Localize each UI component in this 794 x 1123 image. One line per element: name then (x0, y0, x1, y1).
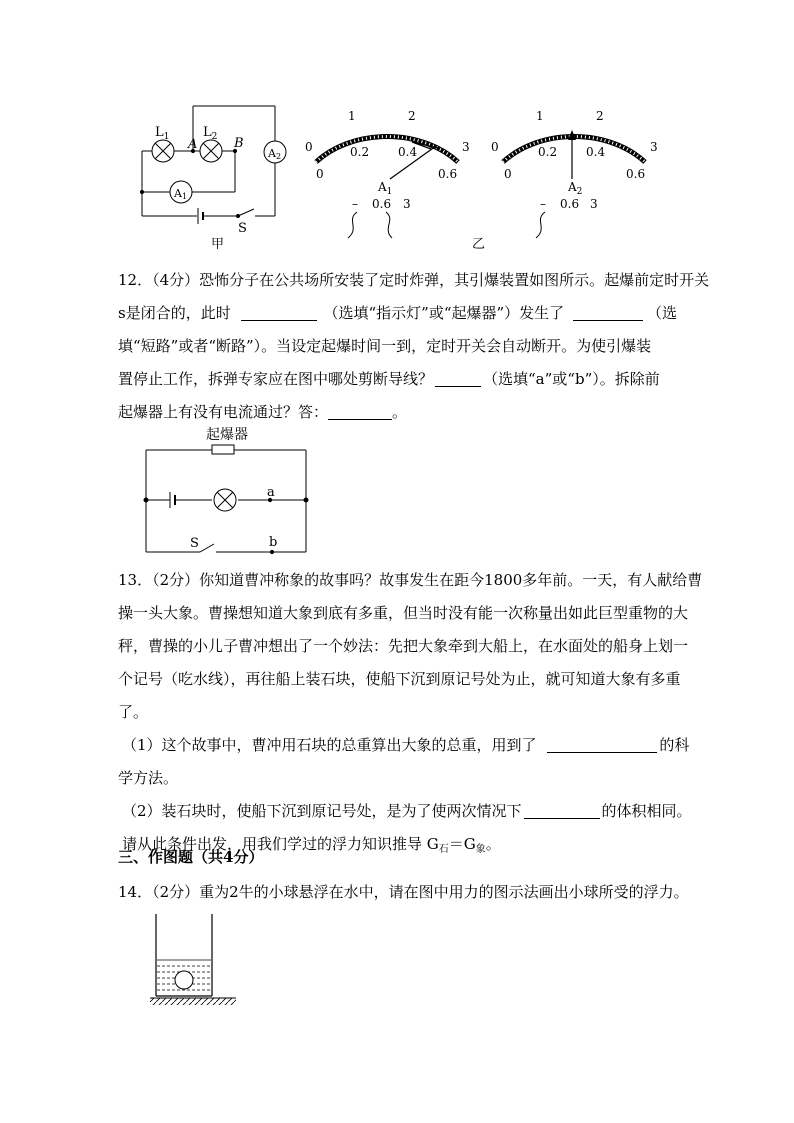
meter2-top-3: 3 (650, 140, 658, 154)
meter2-bottom-3: 0.6 (626, 167, 646, 181)
meter2-terminal-3: 3 (590, 197, 598, 211)
q14-beaker-figure (150, 912, 240, 1008)
meter2-name: $A_2$ (568, 180, 583, 197)
q12-line-3: 填“短路”或者“断路”）。当设定起爆时间一到，定时开关会自动断开。为使引爆装 (118, 337, 652, 355)
q12-line-2 (118, 297, 678, 330)
q12-text: 置停止工作，拆弹专家应在图中哪处剪断导线？ (118, 370, 434, 388)
label-point-b: b (269, 535, 278, 550)
meter1-terminal-neg: – (352, 197, 358, 211)
q13-text: （1）这个故事中，曹冲用石块的总重算出大象的总重，用到了 (122, 736, 537, 754)
q12-text: 起爆器上有没有电流通过？答： (118, 403, 329, 421)
label-jia: 甲 (211, 237, 225, 252)
meter1-bottom-0: 0 (316, 167, 324, 181)
label-A-point: A (188, 137, 198, 152)
meter2-terminal-06: 0.6 (560, 197, 580, 211)
meter1-top-1: 1 (348, 109, 356, 123)
q13-sub1-line (118, 729, 690, 762)
meter1-terminal-06: 0.6 (372, 197, 392, 211)
q12-blank-4[interactable] (328, 403, 392, 420)
q12-text: s是闭合的，此时 (118, 304, 231, 322)
ground (150, 998, 236, 1005)
q13-text: （2）装石块时，使船下沉到原记号处，是为了使两次情况下 (122, 802, 522, 820)
question-12 (118, 264, 710, 429)
q13-blank-2[interactable] (524, 802, 600, 819)
label-yi: 乙 (472, 237, 486, 252)
meter1-top-2: 2 (408, 109, 416, 123)
q12-text: 。 (392, 403, 408, 421)
meter1-top-3: 3 (462, 140, 470, 154)
meter1-bottom-3: 0.6 (438, 167, 458, 181)
q12-text: （选填“指示灯”或“起爆器”）发生了 (323, 304, 565, 322)
ball (175, 971, 193, 989)
q13-blank-1[interactable] (547, 736, 657, 753)
label-L1: $L_1$ (155, 125, 170, 142)
q13-line-4: 个记号（吃水线），再往船上装石块，使船下沉到原记号处为止，就可知道大象有多重 (118, 670, 681, 688)
q12-circuit-figure (140, 424, 320, 556)
q14-line-1: 14．（2分）重为2牛的小球悬浮在水中，请在图中用力的图示法画出小球所受的浮力。 (118, 883, 689, 901)
meter1-terminal-3: 3 (403, 197, 411, 211)
q12-line-4 (118, 363, 678, 396)
q13-sub-elephant: 象 (475, 844, 486, 855)
label-A2-meter: A2 (268, 147, 282, 161)
section-heading: 三、作图题（共4分） (118, 848, 264, 866)
meter2-top-0: 0 (491, 140, 499, 154)
q13-line-3: 秤，曹操的小儿子曹冲想出了一个妙法：先把大象牵到大船上，在水面处的船身上划一 (118, 637, 689, 655)
meter2-bottom-0: 0 (504, 167, 512, 181)
q13-text: 请从此条件出发，用我们学过的浮力知识推导 G (122, 835, 439, 853)
q13-sub-stone: 石 (438, 844, 449, 855)
meter2-top-1: 1 (536, 109, 544, 123)
top-figure (120, 100, 680, 255)
label-detonator: 起爆器 (206, 427, 248, 443)
circuit-jia (140, 106, 286, 224)
q13-text: 的体积相同。 (601, 802, 692, 820)
ammeter-dial-2 (491, 109, 658, 238)
q13-sub1-cont: 学方法。 (118, 769, 179, 787)
meter2-bottom-2: 0.4 (586, 145, 606, 159)
q12-blank-3[interactable] (435, 370, 481, 387)
meter1-bottom-2: 0.4 (398, 145, 418, 159)
meter1-name: $A_1$ (378, 180, 393, 197)
q13-text: 的科 (659, 736, 690, 754)
q12-line-1: 12．（4分）恐怖分子在公共场所安装了定时炸弹，其引爆装置如图所示。起爆前定时开关 (118, 271, 710, 289)
q12-text: （选 (646, 304, 677, 322)
label-S-switch: S (238, 221, 247, 236)
label-B-point: B (234, 136, 244, 151)
q13-line-2: 操一头大象。曹操想知道大象到底有多重，但当时没有能一次称量出如此巨型重物的大 (118, 604, 689, 622)
meter2-top-2: 2 (596, 109, 604, 123)
meter1-top-0: 0 (305, 140, 313, 154)
q13-sub2-line (118, 795, 692, 828)
label-switch-S: S (190, 536, 199, 551)
meter2-bottom-1: 0.2 (538, 145, 558, 159)
meter2-terminal-neg: – (540, 197, 546, 211)
question-13 (118, 564, 703, 866)
question-14 (118, 876, 689, 909)
q13-line-1: 13．（2分）你知道曹冲称象的故事吗？故事发生在距今1800多年前。一天，有人献给曹 (118, 571, 703, 589)
ammeter-dial-1 (305, 109, 470, 238)
label-point-a: a (267, 485, 275, 500)
q13-text: ＝G (448, 835, 476, 853)
meter1-bottom-1: 0.2 (350, 145, 370, 159)
label-L2: $L_2$ (203, 125, 218, 142)
q13-line-5: 了。 (118, 703, 149, 721)
q12-blank-1[interactable] (241, 304, 317, 321)
q13-text: 。 (485, 835, 501, 853)
label-A1-meter: A1 (174, 187, 188, 201)
q12-blank-2[interactable] (573, 304, 643, 321)
q12-text: （选填“a”或“b”）。拆除前 (483, 370, 660, 388)
